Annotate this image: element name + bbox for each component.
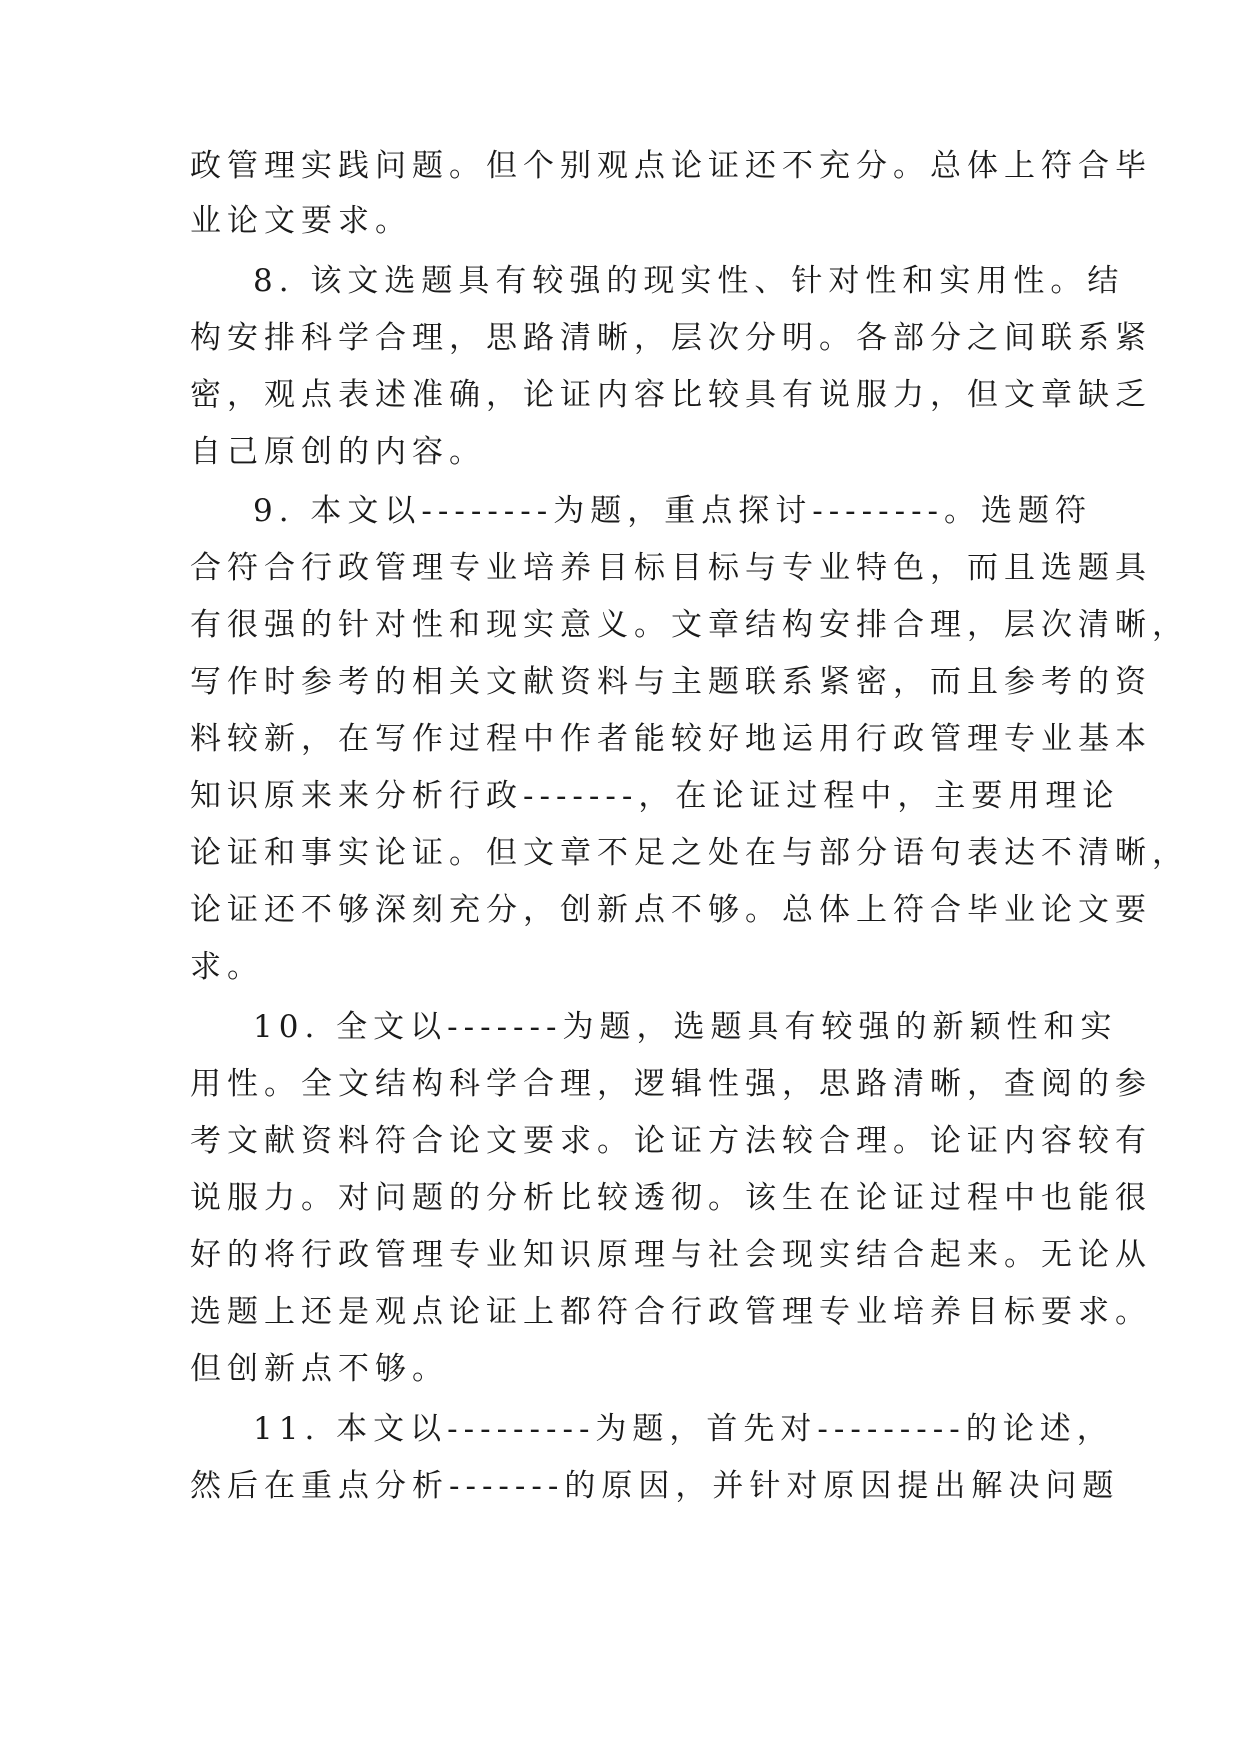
paragraph-8-line-4: 自己原创的内容。 [190,434,486,470]
paragraph-9-line-8: 论证还不够深刻充分，创新点不够。总体上符合毕业论文要 [190,892,1152,928]
paragraph-10-line-3: 考文献资料符合论文要求。论证方法较合理。论证内容较有 [190,1123,1152,1159]
text-line-2: 业论文要求。 [190,203,412,239]
paragraph-9-line-1: 9. 本文以--------为题，重点探讨--------。选题符 [253,493,1093,529]
paragraph-11-line-2: 然后在重点分析-------的原因，并针对原因提出解决问题 [190,1468,1120,1504]
paragraph-9-line-3: 有很强的针对性和现实意义。文章结构安排合理，层次清晰， [190,607,1189,643]
paragraph-9-line-9: 求。 [190,949,264,985]
paragraph-10-line-5: 好的将行政管理专业知识原理与社会现实结合起来。无论从 [190,1237,1152,1273]
paragraph-9-line-4: 写作时参考的相关文献资料与主题联系紧密，而且参考的资 [190,664,1152,700]
paragraph-11-line-1: 11. 本文以---------为题，首先对---------的论述， [253,1411,1114,1447]
paragraph-10-line-2: 用性。全文结构科学合理，逻辑性强，思路清晰，查阅的参 [190,1066,1152,1102]
paragraph-8-line-1: 8. 该文选题具有较强的现实性、针对性和实用性。结 [253,263,1125,299]
paragraph-9-line-2: 合符合行政管理专业培养目标目标与专业特色，而且选题具 [190,550,1152,586]
paragraph-9-line-7: 论证和事实论证。但文章不足之处在与部分语句表达不清晰， [190,835,1189,871]
paragraph-9-line-5: 料较新，在写作过程中作者能较好地运用行政管理专业基本 [190,721,1152,757]
paragraph-10-line-4: 说服力。对问题的分析比较透彻。该生在论证过程中也能很 [190,1180,1152,1216]
paragraph-9-line-6: 知识原来来分析行政-------，在论证过程中，主要用理论 [190,778,1120,814]
paragraph-10-line-1: 10. 全文以-------为题，选题具有较强的新颖性和实 [253,1009,1118,1045]
paragraph-8-line-2: 构安排科学合理，思路清晰，层次分明。各部分之间联系紧 [190,320,1152,356]
paragraph-10-line-7: 但创新点不够。 [190,1351,449,1387]
text-line-1: 政管理实践问题。但个别观点论证还不充分。总体上符合毕 [190,148,1152,184]
paragraph-8-line-3: 密，观点表述准确，论证内容比较具有说服力，但文章缺乏 [190,377,1152,413]
paragraph-10-line-6: 选题上还是观点论证上都符合行政管理专业培养目标要求。 [190,1294,1152,1330]
